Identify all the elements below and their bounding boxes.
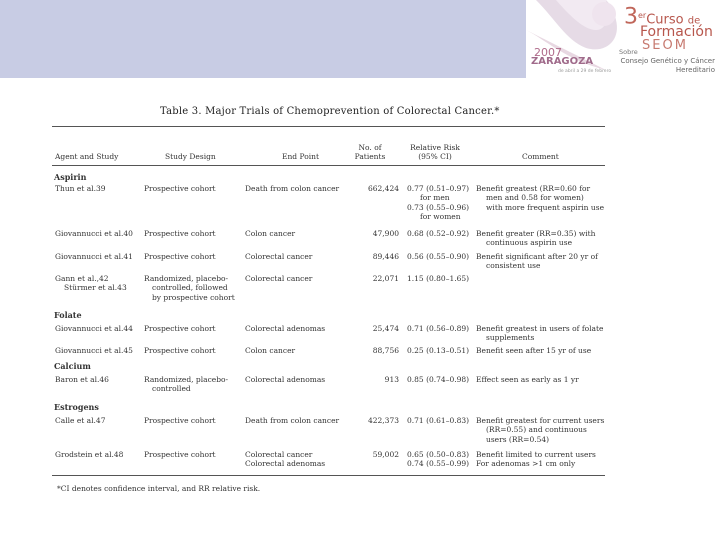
logo-dates: de abril a 29 de febrero: [558, 69, 612, 74]
patients-cell: 22,071: [372, 274, 399, 283]
rr-cell: for men: [420, 193, 450, 203]
logo-sobre: Sobre: [619, 48, 638, 56]
comment-cell: with more frequent aspirin use: [486, 202, 605, 212]
section-label-calcium: Calcium: [54, 361, 91, 371]
rr-cell: 0.74 (0.55–0.99): [407, 459, 470, 469]
study-cell: Stürmer et al.43: [64, 283, 127, 293]
logo-subtitle: Consejo Genético y Cáncer Hereditario: [620, 57, 715, 74]
comment-cell: For adenomas >1 cm only: [476, 459, 576, 469]
top-rule: [52, 126, 605, 127]
comment-cell: Effect seen as early as 1 yr: [476, 375, 579, 384]
design-cell: Prospective cohort: [144, 346, 216, 355]
endpoint-cell: Colorectal cancer: [245, 274, 313, 283]
rr-cell: 1.15 (0.80–1.65): [407, 274, 470, 283]
study-cell: Giovannucci et al.44: [55, 324, 133, 333]
comment-cell: Benefit greatest in users of folate: [476, 324, 604, 333]
design-cell: Prospective cohort: [144, 324, 216, 333]
endpoint-cell: Colon cancer: [245, 229, 296, 238]
col-header-rr: Relative Risk (95% CI): [410, 143, 460, 161]
study-cell: Thun et al.39: [55, 184, 106, 193]
logo-curso-sup: er: [638, 11, 647, 20]
design-cell: controlled, followed: [152, 283, 228, 293]
logo-seom: SEOM: [642, 38, 688, 53]
logo-city: ZARAGOZA: [531, 56, 594, 67]
comment-cell: supplements: [486, 333, 535, 343]
design-cell: Randomized, placebo-: [144, 274, 229, 283]
study-cell: Gann et al.,42: [55, 274, 109, 283]
rr-cell: 0.73 (0.55–0.96): [407, 202, 470, 212]
comment-cell: Benefit greatest for current users: [476, 416, 605, 425]
design-cell: Randomized, placebo-: [144, 375, 229, 384]
endpoint-cell: Death from colon cancer: [245, 416, 340, 425]
patients-cell: 88,756: [372, 346, 399, 355]
study-cell: Giovannucci et al.41: [55, 252, 133, 261]
endpoint-cell: Colorectal cancer: [245, 450, 313, 459]
study-cell: Grodstein et al.48: [55, 450, 124, 459]
design-cell: Prospective cohort: [144, 252, 216, 261]
endpoint-cell: Colorectal adenomas: [245, 324, 326, 333]
study-cell: Giovannucci et al.45: [55, 346, 133, 355]
patients-cell: 59,002: [372, 450, 399, 459]
study-cell: Baron et al.46: [55, 375, 109, 384]
header-banner: [0, 0, 720, 78]
patients-cell: 662,424: [367, 184, 399, 193]
logo-de-word: de: [687, 15, 701, 27]
rr-cell: 0.65 (0.50–0.83): [407, 450, 470, 459]
comment-cell: consistent use: [486, 261, 541, 271]
bottom-rule: [52, 475, 605, 476]
comment-cell: men and 0.58 for women): [486, 193, 584, 203]
rr-cell: 0.71 (0.56–0.89): [407, 324, 470, 333]
rr-cell: 0.25 (0.13–0.51): [407, 346, 470, 355]
comment-cell: (RR=0.55) and continuous: [486, 425, 587, 435]
study-cell: Calle et al.47: [55, 416, 106, 425]
col-header-design: Study Design: [165, 152, 216, 161]
rr-cell: 0.71 (0.61–0.83): [407, 416, 470, 425]
logo-year: 2007: [534, 46, 562, 59]
rr-cell: for women: [420, 212, 461, 222]
design-cell: by prospective cohort: [152, 292, 235, 302]
col-header-agent: Agent and Study: [55, 152, 119, 161]
comment-cell: Benefit limited to current users: [476, 450, 596, 459]
design-cell: Prospective cohort: [144, 184, 216, 193]
comment-cell: users (RR=0.54): [486, 434, 550, 444]
patients-cell: 422,373: [367, 416, 399, 425]
table-title: Table 3. Major Trials of Chemoprevention of Colorectal Cancer.*: [160, 106, 500, 117]
banner-lavender-band: [0, 0, 526, 78]
comment-cell: Benefit greater (RR=0.35) with: [476, 229, 596, 238]
comment-cell: Benefit seen after 15 yr of use: [476, 346, 592, 355]
rr-cell: 0.85 (0.74–0.98): [407, 375, 470, 384]
logo-curso-word: Curso: [646, 12, 684, 28]
comment-cell: Benefit greatest (RR=0.60 for: [476, 184, 591, 193]
col-header-comment: Comment: [522, 152, 559, 161]
section-label-aspirin: Aspirin: [54, 172, 87, 182]
header-rule: [52, 165, 605, 166]
rr-cell: 0.68 (0.52–0.92): [407, 229, 470, 238]
patients-cell: 89,446: [372, 252, 399, 261]
rr-cell: 0.56 (0.55–0.90): [407, 252, 470, 261]
patients-cell: 47,900: [372, 229, 399, 238]
patients-cell: 25,474: [372, 324, 399, 333]
endpoint-cell: Colon cancer: [245, 346, 296, 355]
comment-cell: Benefit significant after 20 yr of: [476, 252, 598, 261]
logo-curso-number: 3: [624, 4, 638, 30]
endpoint-cell: Death from colon cancer: [245, 184, 340, 193]
comment-cell: continuous aspirin use: [486, 238, 573, 248]
endpoint-cell: Colorectal adenomas: [245, 375, 326, 384]
section-label-estrogens: Estrogens: [54, 402, 99, 412]
design-cell: Prospective cohort: [144, 229, 216, 238]
endpoint-cell: Colorectal adenomas: [245, 459, 326, 469]
design-cell: controlled: [152, 384, 191, 394]
table-footnote: *CI denotes confidence interval, and RR relative risk.: [57, 484, 261, 493]
patients-cell: 913: [384, 375, 399, 384]
endpoint-cell: Colorectal cancer: [245, 252, 313, 261]
col-header-patients: No. of Patients: [354, 143, 386, 161]
rr-cell: 0.77 (0.51–0.97): [407, 184, 470, 193]
col-header-endpoint: End Point: [282, 152, 319, 161]
design-cell: Prospective cohort: [144, 450, 216, 459]
design-cell: Prospective cohort: [144, 416, 216, 425]
logo-formacion: Formación: [640, 24, 713, 40]
study-cell: Giovannucci et al.40: [55, 229, 133, 238]
section-label-folate: Folate: [54, 310, 82, 320]
